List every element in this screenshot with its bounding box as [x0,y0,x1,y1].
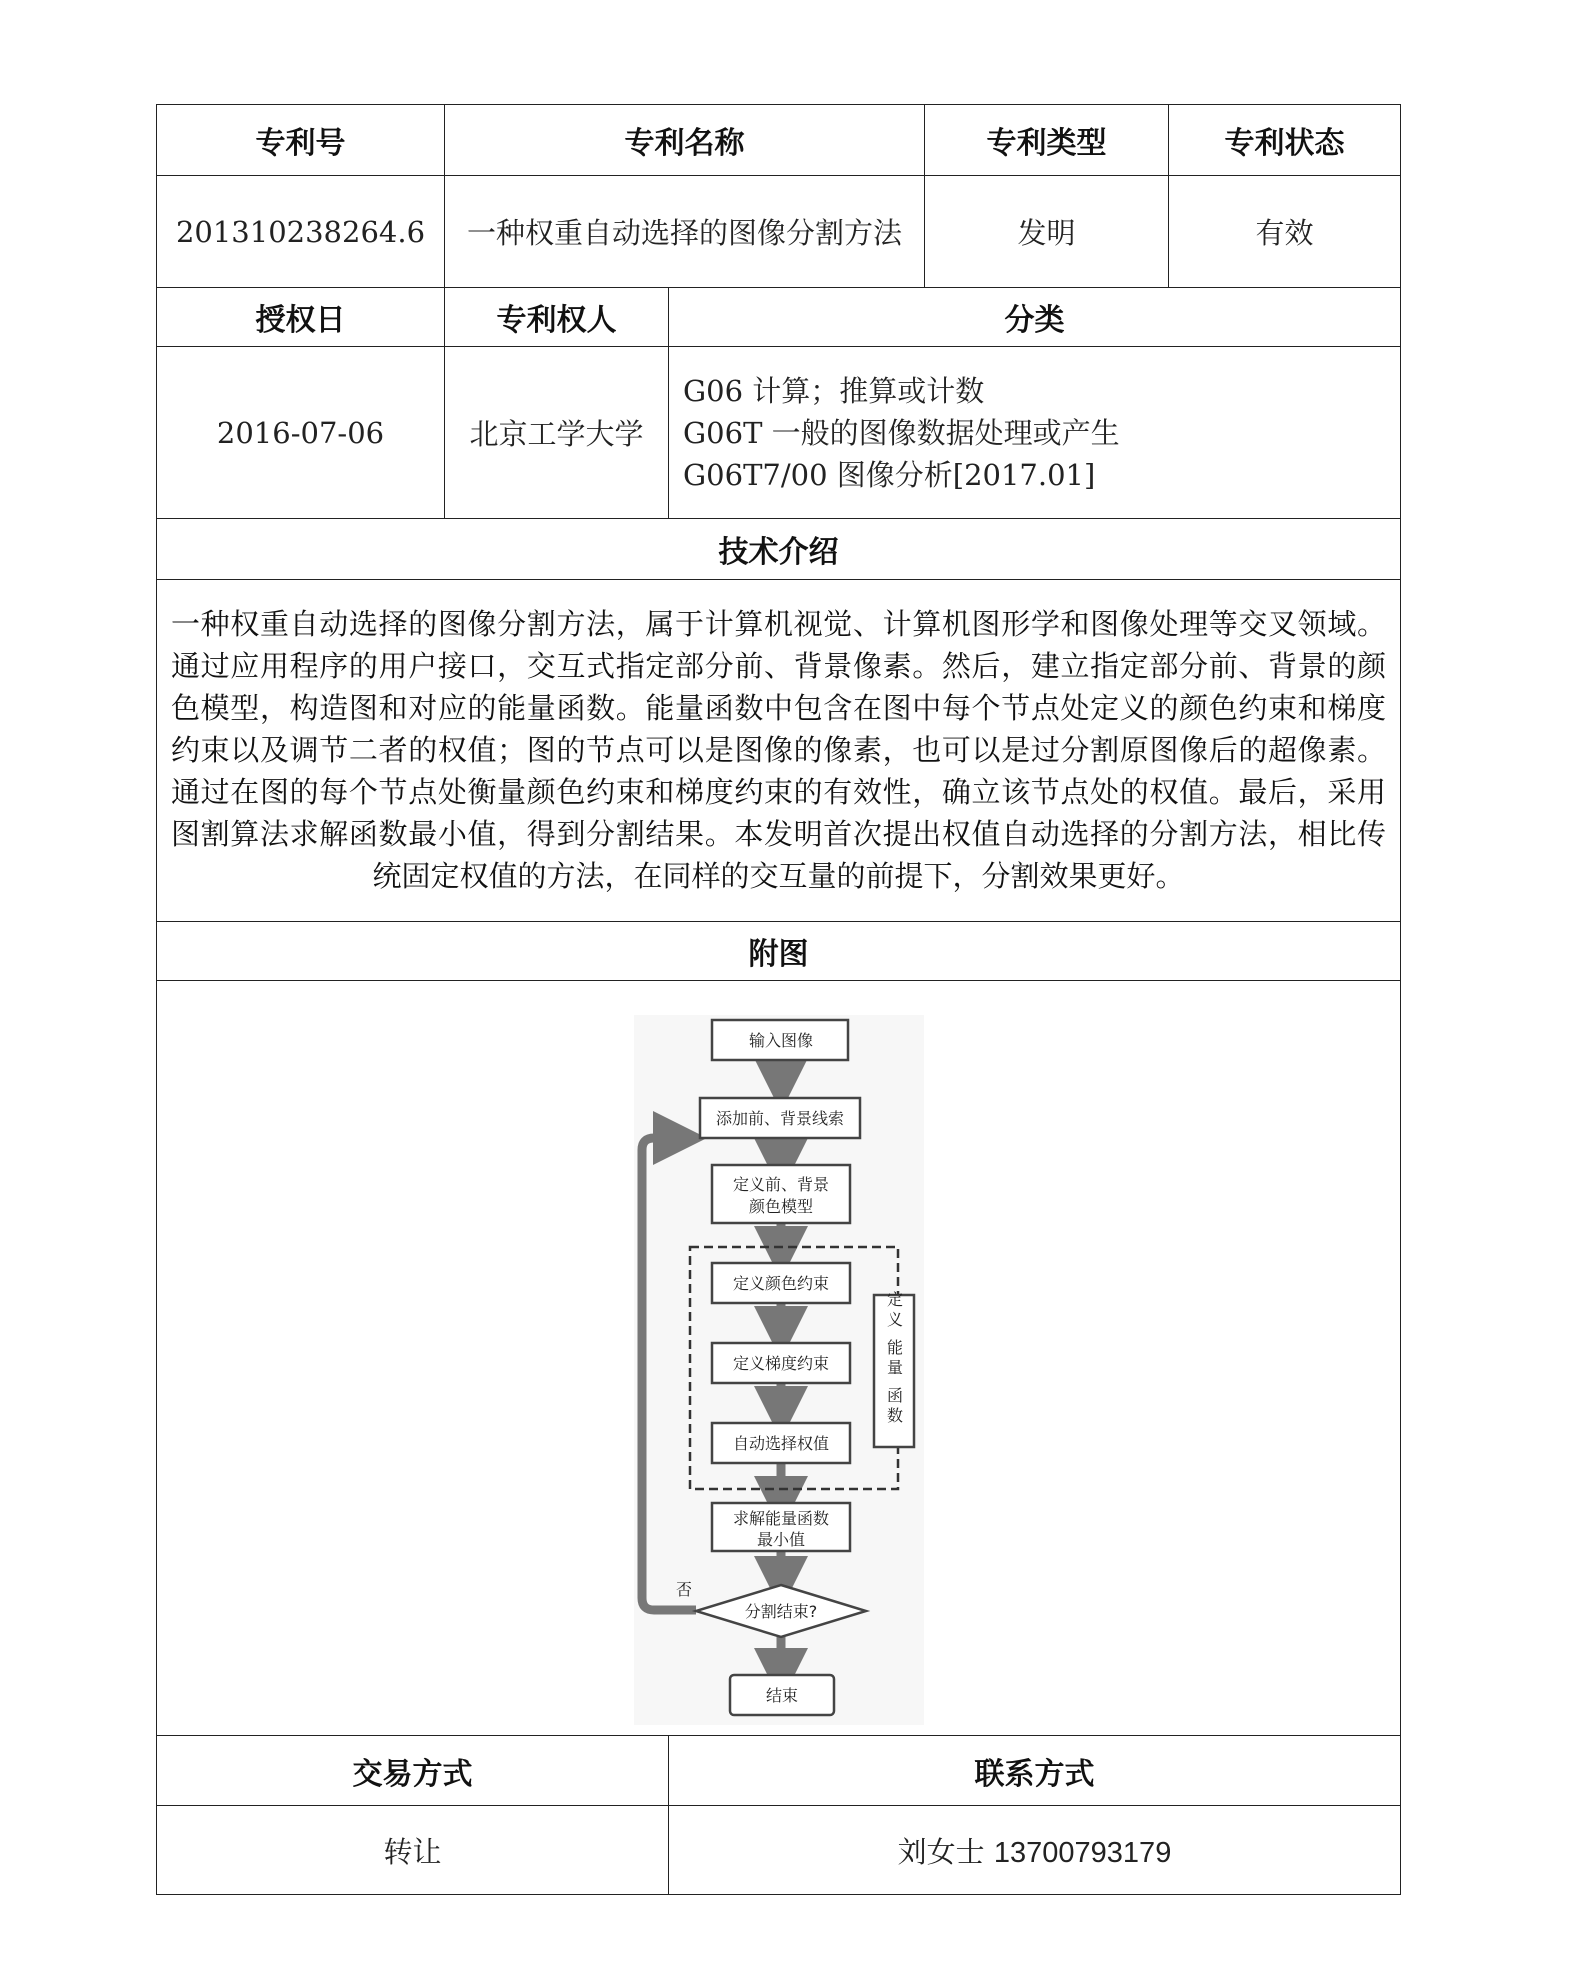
patent-status: 有效 [1169,176,1401,288]
flowchart [634,1015,924,1725]
step-label: 定义 [884,1291,903,1331]
patent-type-header: 专利类型 [925,105,1169,176]
contact-name: 刘女士 [897,1834,985,1869]
figure-cell [157,981,1401,1736]
no-label: 否 [675,1580,692,1599]
patent-name: 一种权重自动选择的图像分割方法 [445,176,925,288]
step-label: 定义颜色约束 [732,1274,829,1293]
grant-date: 2016-07-06 [157,347,445,519]
patent-name-header: 专利名称 [445,105,925,176]
decision-label: 分割结束? [744,1602,817,1621]
patent-owner: 北京工学大学 [445,347,669,519]
step-label: 能量 [884,1339,903,1379]
owner-header: 专利权人 [445,288,669,347]
contact-info [669,1806,1401,1895]
classification-item: G06T7/00 图像分析[2017.01] [683,457,1096,492]
step-label: 结束 [765,1686,798,1705]
step-label: 求解能量函数 [732,1509,829,1528]
grant-date-header: 授权日 [157,288,445,347]
classification-list [669,347,1401,519]
trade-header: 交易方式 [157,1736,669,1806]
trade-method: 转让 [157,1806,669,1895]
intro-header: 技术介绍 [157,519,1401,580]
patent-type: 发明 [925,176,1169,288]
step-label: 添加前、背景线索 [715,1109,844,1128]
step-label: 最小值 [756,1530,805,1549]
step-label: 定义梯度约束 [732,1354,829,1373]
patent-table [156,104,1401,1895]
patent-no-header: 专利号 [157,105,445,176]
patent-number: 201310238264.6 [157,176,445,288]
patent-sheet [156,104,1400,1895]
patent-status-header: 专利状态 [1169,105,1401,176]
step-label: 定义前、背景 [732,1175,829,1194]
step-label: 函数 [884,1387,903,1427]
step-label: 自动选择权值 [732,1434,829,1453]
step-label: 颜色模型 [748,1197,813,1216]
intro-text: 一种权重自动选择的图像分割方法，属于计算机视觉、计算机图形学和图像处理等交叉领域。通过应用程序的用户接口，交互式指定部分前、背景像素。然后，建立指定部分前、背景的颜色模型，构造图和对应的能量函数。能量函数中包含在图中每个节点处定义的颜色约束和梯度约束以及调节二者的权值；图的节点可以是图像的像素，也可以是过分割原图像后的超像素。通过在图的每个节点处衡量颜色约束和梯度约束的有效性，确立该节点处的权值。最后，采用图割算法求解函数最小值，得到分割结果。本发明首次提出权值自动选择的分割方法，相比传统固定权值的方法，在同样的交互量的前提下，分割效果更好。 [157,580,1401,922]
contact-header: 联系方式 [669,1736,1401,1806]
step-label: 输入图像 [748,1031,813,1050]
class-header: 分类 [669,288,1401,347]
figure-header: 附图 [157,922,1401,981]
classification-item: G06 计算；推算或计数 [683,373,985,408]
contact-phone: 13700793179 [993,1836,1172,1869]
classification-item: G06T 一般的图像数据处理或产生 [683,415,1120,450]
